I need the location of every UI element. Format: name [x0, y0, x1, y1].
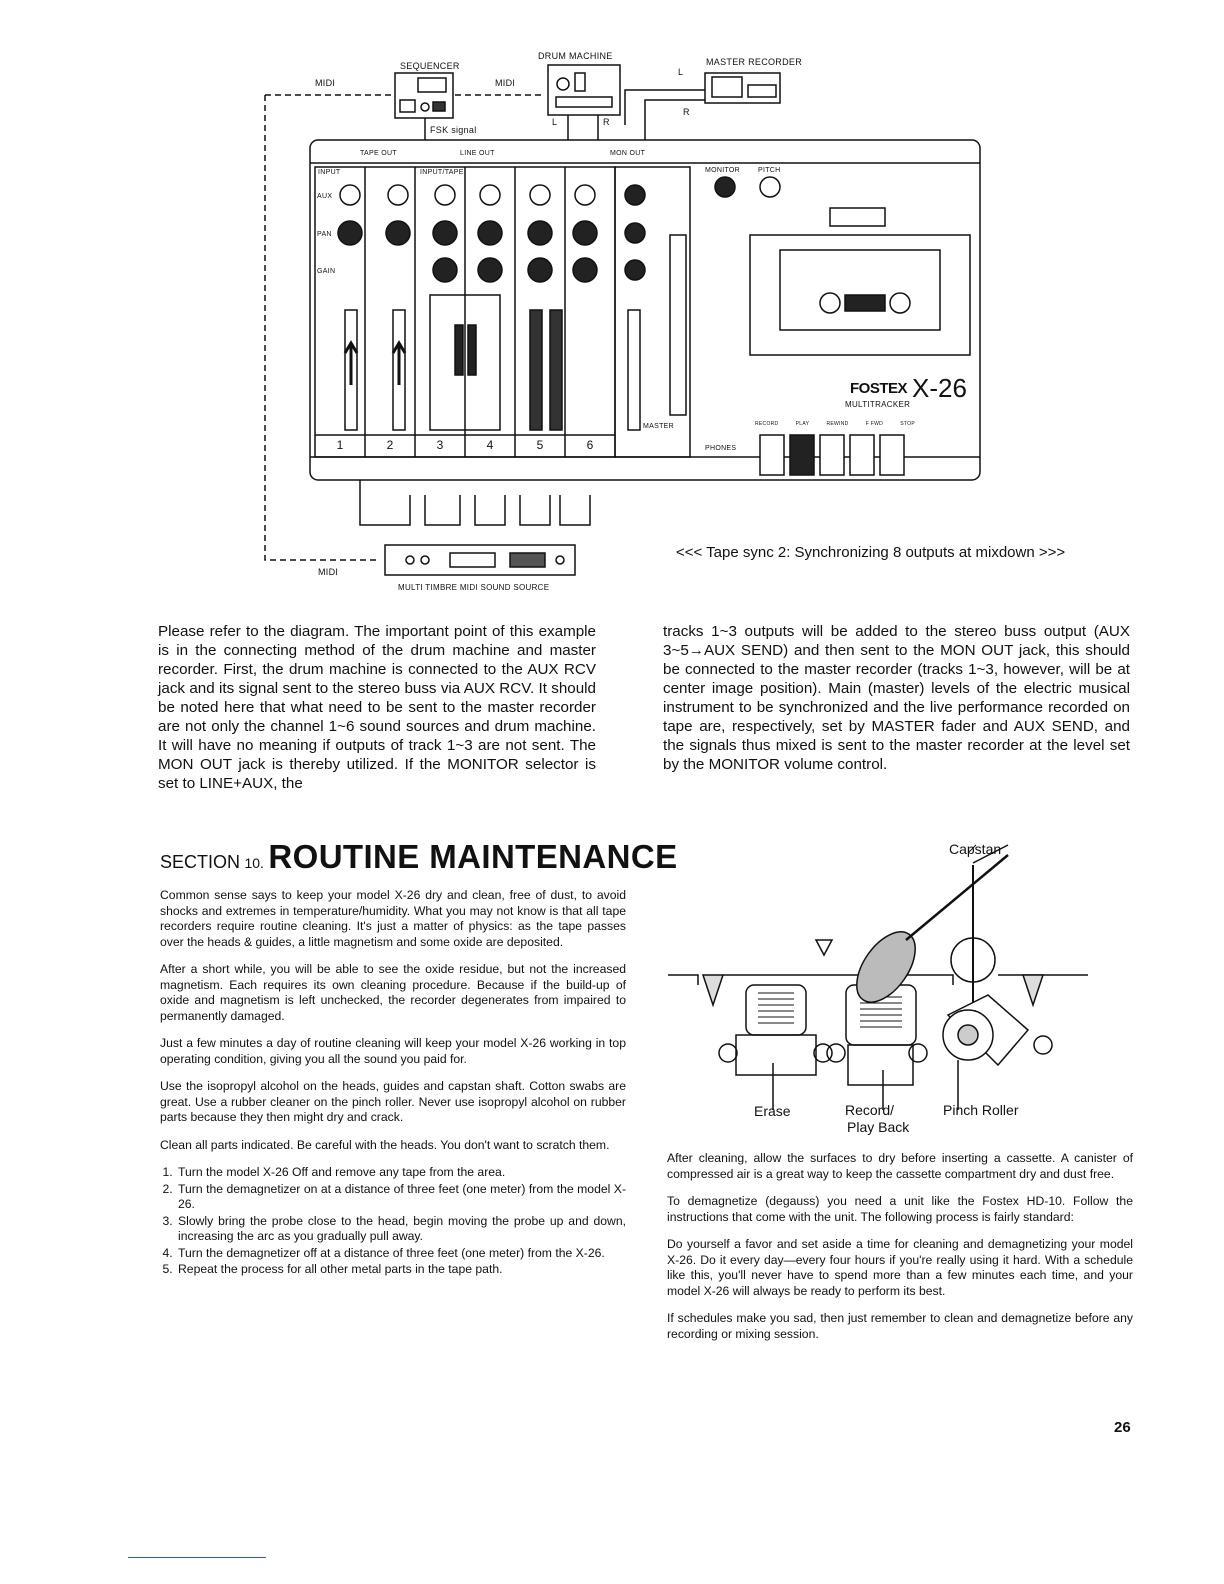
input-label: INPUT [318, 169, 341, 176]
right-column [667, 1151, 1133, 1354]
tape-heads-illustration [668, 835, 1138, 1135]
demagnetize-steps [160, 1165, 626, 1278]
paragraph: Common sense says to keep your model X-26 dry and clean, free of dust, to avoid shocks and extremes in temperature/humidity. What you may not know is that all tape recorders require routine cleaning. It's just a matter of physics: as the tape passes over the heads & guides, a little magnetism and some oxide are deposited. [160, 888, 626, 949]
pan-label: PAN [317, 231, 332, 238]
page-number: 26 [1114, 1419, 1131, 1436]
midi-label-2: MIDI [495, 78, 516, 88]
section-title: ROUTINE MAINTENANCE [268, 838, 678, 875]
section-heading [160, 838, 678, 876]
channel-number: 1 [336, 438, 344, 452]
midi-label-1: MIDI [315, 78, 336, 88]
tape-out-label: TAPE OUT [360, 150, 397, 157]
r-label: R [683, 107, 690, 117]
transport-label: PLAY [795, 421, 810, 427]
multitracker-label: MULTITRACKER [845, 400, 911, 409]
paragraph: Use the isopropyl alcohol on the heads, guides and capstan shaft. Cotton swabs are great. Use a rubber cleaner on the pinch roller. Never use isopropyl alcohol on rubber parts because they then might dry and crack. [160, 1079, 626, 1124]
sequencer-label: SEQUENCER [400, 61, 460, 71]
paragraph: Just a few minutes a day of routine cleaning will keep your model X-26 working in top operating condition, giving you all the sound you paid for. [160, 1036, 626, 1066]
model-label: X-26 [912, 373, 967, 403]
channel-numbers [315, 438, 615, 452]
diagram-caption: <<< Tape sync 2: Synchronizing 8 outputs at mixdown >>> [676, 544, 1066, 561]
channel-number: 6 [586, 438, 594, 452]
gain-label: GAIN [317, 268, 336, 275]
transport-label: STOP [900, 421, 915, 427]
list-item: 5. Repeat the process for all other metal parts in the tape path. [176, 1262, 626, 1278]
section-prefix: SECTION [160, 852, 241, 872]
bottom-rule [128, 1557, 266, 1558]
intro-left-text: Please refer to the diagram. The important point of this example is in the connecting method of the drum machine and master recorder. First, the drum machine is connected to the AUX RCV jack and its signal sent to the stereo buss via AUX RCV. It should be noted here that what need to be sent to the master recorder are not only the channel 1~6 sound sources and drum machine. It will have no meaning if outputs of track 1~3 are not sent. The MON OUT jack is thereby utilized. If the MONITOR selector is set to LINE+AUX, the [158, 623, 596, 792]
capstan-label: Capstan [949, 841, 1002, 857]
line-out-label: LINE OUT [460, 150, 495, 157]
list-item: 3. Slowly bring the probe close to the head, begin moving the probe up and down, increasing the arc as you gradually pull away. [176, 1214, 626, 1245]
paragraph: Do yourself a favor and set aside a time for cleaning and demagnetizing your model X-26. Do it every day—every four hours if you're really using it hard. With a schedule like this, you'll never have to spend more than a few minutes each time, and your model X-26 will always be ready to perform its best. [667, 1237, 1133, 1298]
brand-logo: FOSTEX [850, 380, 908, 397]
intro-right-text: tracks 1~3 outputs will be added to the stereo buss output (AUX 3~5→AUX SEND) and then sent to the MON OUT jack, this should be connected to the master recorder (tracks 1~3, however, will be at center image position). Main (master) levels of the electric musical instrument to be synchronized and the live performance recorded on tape are, respectively, set by MASTER fader and AUX SEND, and the signals thus mixed is sent to the master recorder at the level set by the MONITOR volume control. [663, 623, 1130, 773]
mixer-illustration [250, 45, 990, 605]
paragraph: If schedules make you sad, then just remember to clean and demagnetize before any recording or mixing session. [667, 1311, 1133, 1341]
channel-number: 4 [486, 438, 494, 452]
channel-number: 2 [386, 438, 394, 452]
master-label: MASTER [643, 423, 674, 430]
mixdown-diagram [250, 45, 990, 605]
monitor-label: MONITOR [705, 167, 741, 174]
transport-label: REWIND [826, 421, 849, 427]
paragraph: After a short while, you will be able to see the oxide residue, but not the increased magnetism. Each requires its own cleaning procedure. Because if the build-up of oxide and magnetism is left unchecked, the recorder degenerates from impaired to permanently damaged. [160, 962, 626, 1023]
paragraph: After cleaning, allow the surfaces to dry before inserting a cassette. A canister of compressed air is a great way to keep the cassette compartment dry and dust free. [667, 1151, 1133, 1181]
pitch-label: PITCH [758, 167, 781, 174]
pinch-roller-label: Pinch Roller [943, 1102, 1019, 1118]
midi-label-3: MIDI [318, 567, 339, 577]
list-item: 2. Turn the demagnetizer on at a distance of three feet (one meter) from the model X-26. [176, 1182, 626, 1213]
channel-number: 3 [436, 438, 444, 452]
l-label: L [678, 67, 684, 77]
paragraph: To demagnetize (degauss) you need a unit like the Fostex HD-10. Follow the instructions that come with the unit. The following process is fairly standard: [667, 1194, 1133, 1224]
paragraph: Clean all parts indicated. Be careful with the heads. You don't want to scratch them. [160, 1137, 610, 1152]
sound-source-label: MULTI TIMBRE MIDI SOUND SOURCE [398, 583, 550, 592]
fsk-signal-label: FSK signal [430, 125, 477, 135]
head-diagram [668, 835, 1138, 1135]
left-column [160, 888, 626, 1279]
section-number: 10. [244, 855, 264, 871]
phones-label: PHONES [705, 445, 737, 452]
record-playback-label-1: Record/ [845, 1102, 895, 1118]
channel-number: 5 [536, 438, 544, 452]
drum-machine-label: DRUM MACHINE [538, 51, 613, 61]
erase-label: Erase [754, 1103, 791, 1119]
aux-label: AUX [317, 193, 333, 200]
input-tape-label: INPUT/TAPE [420, 169, 464, 176]
drum-r-label: R [603, 117, 610, 127]
transport-label: RECORD [755, 421, 779, 427]
list-item: 4. Turn the demagnetizer off at a distance of three feet (one meter) from the X-26. [176, 1246, 626, 1262]
master-recorder-label: MASTER RECORDER [706, 57, 803, 67]
record-playback-label-2: Play Back [847, 1119, 910, 1135]
list-item: 1. Turn the model X-26 Off and remove any tape from the area. [176, 1165, 626, 1181]
transport-labels [755, 421, 915, 427]
transport-label: F FWD [865, 421, 884, 427]
drum-l-label: L [552, 117, 558, 127]
mon-out-label: MON OUT [610, 150, 646, 157]
